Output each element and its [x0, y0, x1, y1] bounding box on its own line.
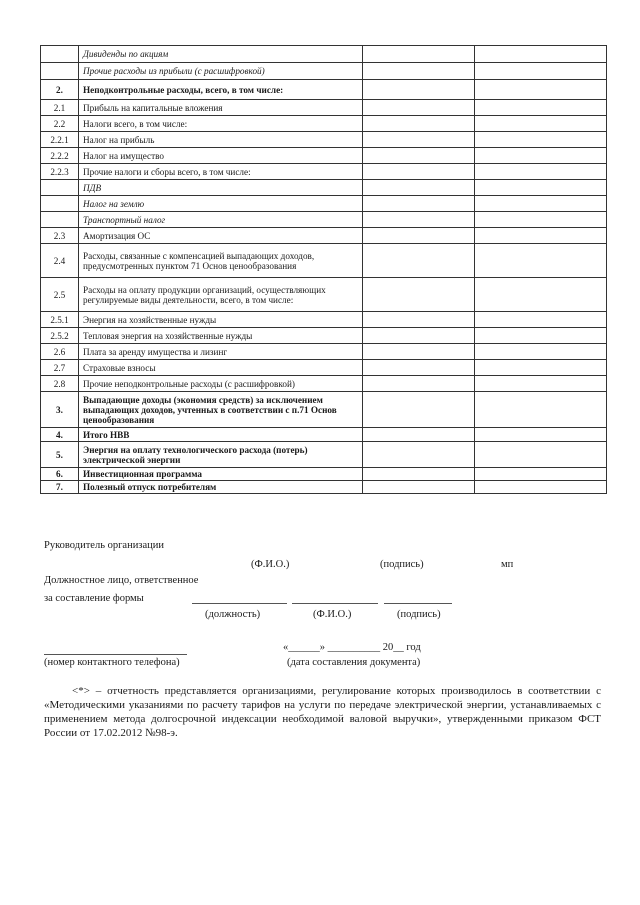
- value-cell[interactable]: [475, 212, 607, 228]
- value-cell[interactable]: [363, 442, 475, 468]
- phone-caption: (номер контактного телефона): [44, 657, 180, 668]
- row-number: 7.: [41, 481, 79, 494]
- fio-blank[interactable]: [292, 603, 378, 604]
- value-cell[interactable]: [475, 376, 607, 392]
- value-cell[interactable]: [363, 80, 475, 100]
- table-row: [41, 63, 607, 80]
- value-cell[interactable]: [363, 180, 475, 196]
- position-blank[interactable]: [192, 603, 287, 604]
- row-number: [41, 46, 79, 63]
- value-cell[interactable]: [475, 244, 607, 278]
- table-row: [41, 278, 607, 312]
- value-cell[interactable]: [363, 100, 475, 116]
- table-row: [41, 344, 607, 360]
- row-label: Прочие расходы из прибыли (с расшифровкой): [79, 63, 363, 80]
- value-cell[interactable]: [363, 344, 475, 360]
- value-cell[interactable]: [363, 228, 475, 244]
- table-row: [41, 244, 607, 278]
- value-cell[interactable]: [475, 116, 607, 132]
- value-cell[interactable]: [475, 46, 607, 63]
- row-number: 2.7: [41, 360, 79, 376]
- value-cell[interactable]: [363, 376, 475, 392]
- value-cell[interactable]: [475, 360, 607, 376]
- row-number: 2.1: [41, 100, 79, 116]
- value-cell[interactable]: [475, 344, 607, 360]
- value-cell[interactable]: [363, 278, 475, 312]
- value-cell[interactable]: [475, 80, 607, 100]
- row-label: Плата за аренду имущества и лизинг: [79, 344, 363, 360]
- value-cell[interactable]: [475, 132, 607, 148]
- table-row: [41, 481, 607, 494]
- table-row: [41, 442, 607, 468]
- responsible-label-line1: Должностное лицо, ответственное: [44, 575, 199, 586]
- row-label: Налоги всего, в том числе:: [79, 116, 363, 132]
- value-cell[interactable]: [363, 63, 475, 80]
- table-row: [41, 392, 607, 428]
- row-label: Полезный отпуск потребителям: [79, 481, 363, 494]
- table-row: [41, 376, 607, 392]
- row-label: Транспортный налог: [79, 212, 363, 228]
- row-label: Прочие неподконтрольные расходы (с расшифровкой): [79, 376, 363, 392]
- row-label: Расходы на оплату продукции организаций, осуществляющих регулируемые виды деятельности, всего, в том числе:: [79, 278, 363, 312]
- value-cell[interactable]: [363, 360, 475, 376]
- table-row: [41, 180, 607, 196]
- value-cell[interactable]: [475, 392, 607, 428]
- row-label: Инвестиционная программа: [79, 468, 363, 481]
- value-cell[interactable]: [363, 46, 475, 63]
- row-number: [41, 212, 79, 228]
- table-row: [41, 46, 607, 63]
- row-label: Тепловая энергия на хозяйственные нужды: [79, 328, 363, 344]
- date-caption: (дата составления документа): [287, 657, 421, 668]
- row-label: Прибыль на капитальные вложения: [79, 100, 363, 116]
- row-number: [41, 180, 79, 196]
- value-cell[interactable]: [363, 148, 475, 164]
- row-number: [41, 196, 79, 212]
- table-row: [41, 468, 607, 481]
- row-label: Неподконтрольные расходы, всего, в том числе:: [79, 80, 363, 100]
- row-number: 2.: [41, 80, 79, 100]
- value-cell[interactable]: [475, 312, 607, 328]
- row-number: 5.: [41, 442, 79, 468]
- table-row: [41, 428, 607, 442]
- expenses-table: [40, 45, 607, 494]
- value-cell[interactable]: [475, 428, 607, 442]
- table-row: [41, 116, 607, 132]
- value-cell[interactable]: [363, 132, 475, 148]
- value-cell[interactable]: [475, 442, 607, 468]
- date-field[interactable]: «______» __________ 20__ год: [283, 642, 421, 653]
- row-number: 2.5: [41, 278, 79, 312]
- table-row: [41, 80, 607, 100]
- row-number: 2.5.2: [41, 328, 79, 344]
- footnote: [44, 684, 601, 740]
- row-number: 6.: [41, 468, 79, 481]
- value-cell[interactable]: [363, 392, 475, 428]
- row-label: Итого НВВ: [79, 428, 363, 442]
- row-label: ПДВ: [79, 180, 363, 196]
- row-number: [41, 63, 79, 80]
- table-row: [41, 360, 607, 376]
- value-cell[interactable]: [475, 481, 607, 494]
- signature-caption: (подпись): [397, 609, 441, 620]
- row-label: Энергия на хозяйственные нужды: [79, 312, 363, 328]
- row-number: 2.2.2: [41, 148, 79, 164]
- value-cell[interactable]: [475, 148, 607, 164]
- value-cell[interactable]: [363, 428, 475, 442]
- value-cell[interactable]: [475, 228, 607, 244]
- value-cell[interactable]: [363, 212, 475, 228]
- row-label: Расходы, связанные с компенсацией выпадающих доходов, предусмотренных пунктом 71 Основ ценообразования: [79, 244, 363, 278]
- table-row: [41, 312, 607, 328]
- head-label: Руководитель организации: [44, 540, 164, 551]
- value-cell[interactable]: [475, 63, 607, 80]
- row-label: Энергия на оплату технологического расхода (потерь) электрической энергии: [79, 442, 363, 468]
- row-label: Налог на прибыль: [79, 132, 363, 148]
- row-label: Налог на имущество: [79, 148, 363, 164]
- row-number: 2.5.1: [41, 312, 79, 328]
- position-caption: (должность): [205, 609, 261, 620]
- table-row: [41, 100, 607, 116]
- row-number: 2.6: [41, 344, 79, 360]
- value-cell[interactable]: [363, 312, 475, 328]
- table-row: [41, 212, 607, 228]
- table-row: [41, 328, 607, 344]
- row-label: Налог на землю: [79, 196, 363, 212]
- head-signature-caption: (подпись): [380, 559, 424, 570]
- table-row: [41, 148, 607, 164]
- row-number: 2.2: [41, 116, 79, 132]
- stamp-mark: мп: [501, 559, 514, 570]
- row-number: 4.: [41, 428, 79, 442]
- value-cell[interactable]: [475, 100, 607, 116]
- value-cell[interactable]: [475, 180, 607, 196]
- row-number: 2.4: [41, 244, 79, 278]
- value-cell[interactable]: [363, 164, 475, 180]
- signature-blank[interactable]: [384, 603, 452, 604]
- row-label: Прочие налоги и сборы всего, в том числе:: [79, 164, 363, 180]
- phone-blank[interactable]: [44, 654, 187, 655]
- responsible-label-line2: за составление формы: [44, 593, 144, 604]
- row-label: Дивиденды по акциям: [79, 46, 363, 63]
- table-row: [41, 196, 607, 212]
- table-row: [41, 228, 607, 244]
- row-number: 2.2.1: [41, 132, 79, 148]
- value-cell[interactable]: [475, 278, 607, 312]
- value-cell[interactable]: [475, 328, 607, 344]
- row-number: 3.: [41, 392, 79, 428]
- value-cell[interactable]: [475, 196, 607, 212]
- value-cell[interactable]: [363, 328, 475, 344]
- value-cell[interactable]: [363, 481, 475, 494]
- value-cell[interactable]: [363, 116, 475, 132]
- value-cell[interactable]: [363, 468, 475, 481]
- row-number: 2.2.3: [41, 164, 79, 180]
- table-row: [41, 164, 607, 180]
- row-label: Амортизация ОС: [79, 228, 363, 244]
- head-fio-caption: (Ф.И.О.): [251, 559, 290, 570]
- fio-caption: (Ф.И.О.): [313, 609, 352, 620]
- value-cell[interactable]: [475, 164, 607, 180]
- value-cell[interactable]: [475, 468, 607, 481]
- row-label: Страховые взносы: [79, 360, 363, 376]
- table-row: [41, 132, 607, 148]
- footnote-text: <*> – отчетность представляется организациями, регулирование которых производилось в соответствии с «Методическими указаниями по расчету тарифов на услуги по передаче электрической энергии, устанавливаемых с применением метода долгосрочной индексации необходимой валовой выручки», утвержденными приказом ФСТ России от 17.02.2012 №98-э.: [44, 685, 601, 739]
- value-cell[interactable]: [363, 196, 475, 212]
- row-number: 2.8: [41, 376, 79, 392]
- row-number: 2.3: [41, 228, 79, 244]
- value-cell[interactable]: [363, 244, 475, 278]
- row-label: Выпадающие доходы (экономия средств) за исключением выпадающих доходов, учтенных в соответствии с п.71 Основ ценообразования: [79, 392, 363, 428]
